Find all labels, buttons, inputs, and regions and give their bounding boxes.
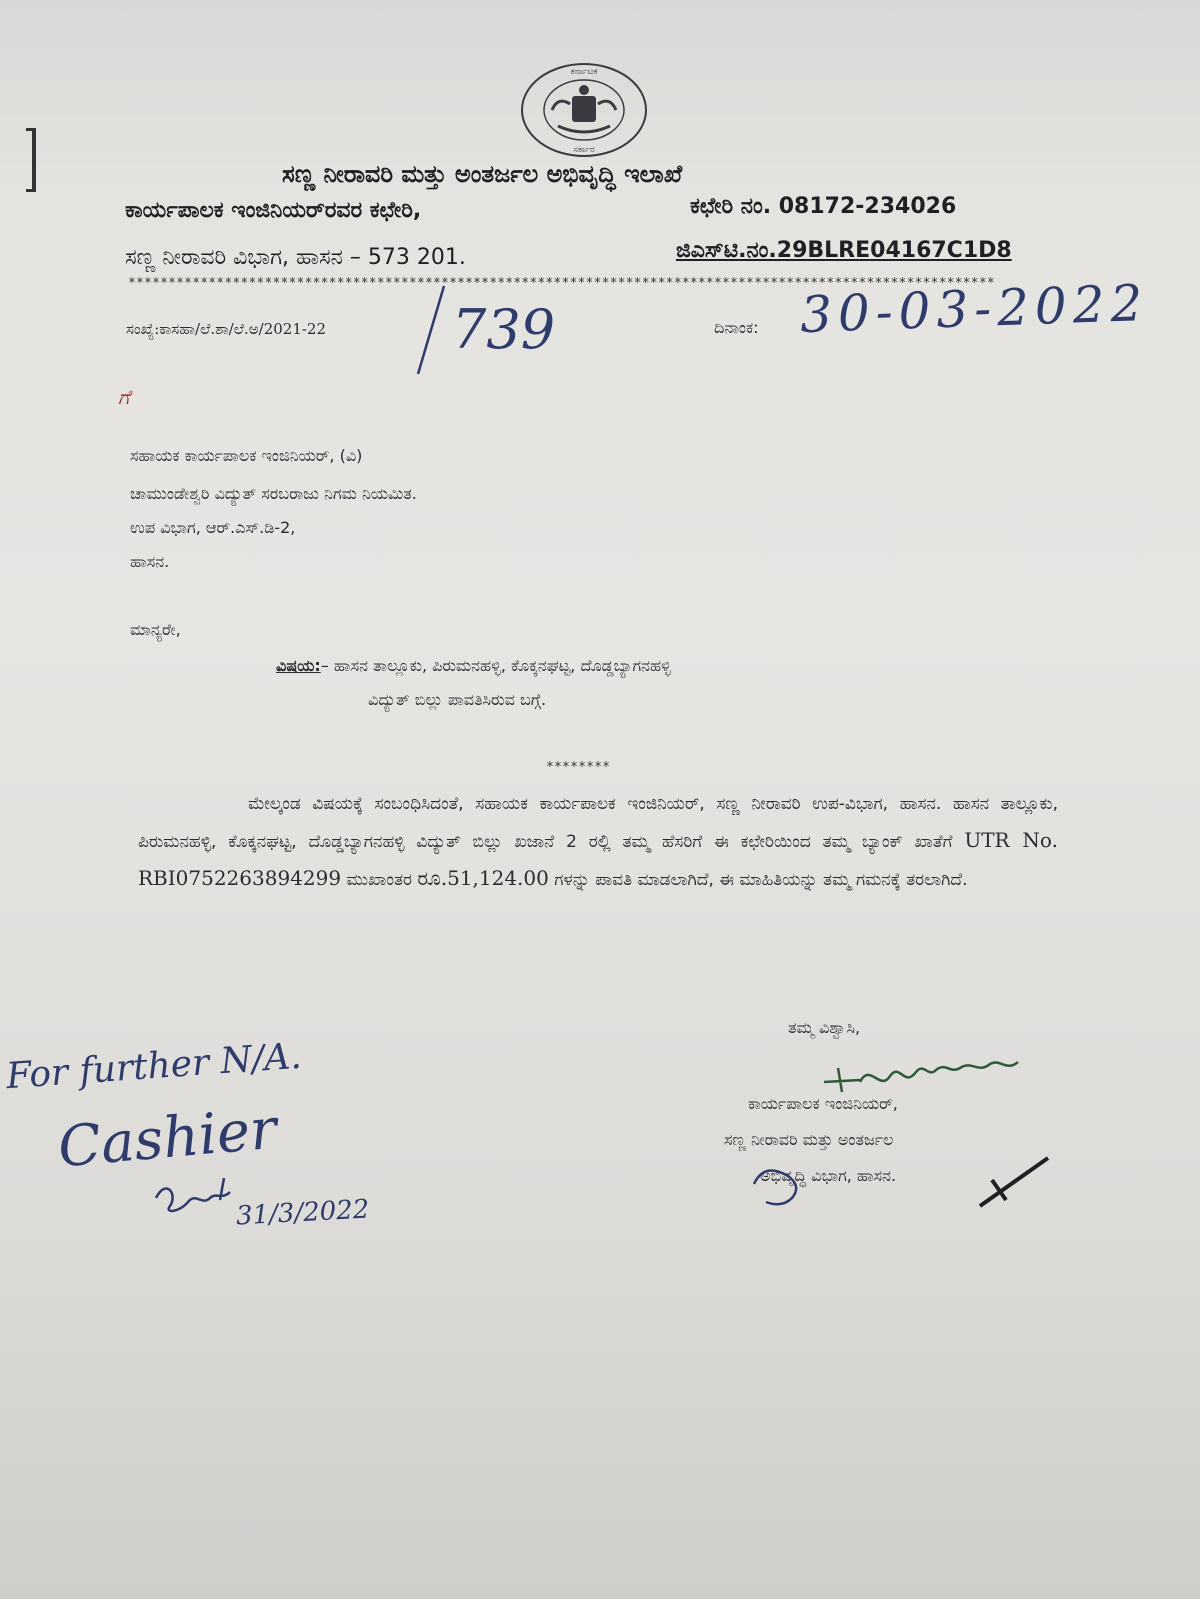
office-phone: ಕಛೇರಿ ನಂ. 08172-234026	[690, 194, 957, 219]
recipient-line-3: ಉಪ ವಿಭಾಗ, ಆರ್.ಎಸ್.ಡಿ-2,	[130, 518, 296, 537]
subject-line-1	[276, 656, 671, 676]
body-part-1: ಮೇಲ್ಕಂಡ ವಿಷಯಕ್ಕೆ ಸಂಬಂಧಿಸಿದಂತೆ, ಸಹಾಯಕ ಕಾರ್ಯಪಾಲಕ ಇಂಜಿನಿಯರ್, ಸಣ್ಣ ನೀರಾವರಿ ಉಪ-ವಿಭಾಗ, ಹಾಸನ. ಹಾಸನ ತಾಲ್ಲೂಕು, ಪಿರುಮನಹಳ್ಳಿ, ಕೊಕ್ಕನಘಟ್ಟ, ದೊಡ್ಡಬ್ಯಾಗನಹಳ್ಳಿ ವಿದ್ಯುತ್ ಬಿಲ್ಲು ಖಜಾನೆ 2 ರಲ್ಲಿ ತಮ್ಮ ಹೆಸರಿಗೆ ಈ ಕಛೇರಿಯಿಂದ ತಮ್ಮ ಬ್ಯಾಂಕ್ ಖಾತೆಗೆ	[138, 794, 1058, 852]
subject-divider: ********	[546, 760, 611, 775]
slash-mark	[410, 282, 450, 378]
subject-line-2: ವಿದ್ಯುತ್ ಬಿಲ್ಲು ಪಾವತಿಸಿರುವ ಬಗ್ಗೆ.	[368, 690, 547, 709]
department-title: ಸಣ್ಣ ನೀರಾವರಿ ಮತ್ತು ಅಂತರ್ಜಲ ಅಭಿವೃದ್ಧಿ ಇಲಾಖೆ	[282, 160, 683, 188]
header-separator: ************************************************************************************************************	[128, 276, 995, 291]
subject-label: ವಿಷಯ:	[276, 656, 321, 675]
handwritten-note-date: 31/3/2022	[235, 1194, 371, 1232]
gst-number: ಜಿಎಸ್‌ಟಿ.ನಂ.29BLRE04167C1D8	[676, 238, 1012, 263]
handwritten-date: 30-03-2022	[799, 273, 1150, 345]
closing-yours: ತಮ್ಮ ವಿಶ್ವಾಸಿ,	[788, 1018, 861, 1037]
government-emblem	[518, 60, 650, 160]
designation-line-1: ಕಾರ್ಯಪಾಲಕ ಇಂಜಿನಿಯರ್,	[748, 1094, 898, 1113]
recipient-line-2: ಚಾಮುಂಡೇಶ್ವರಿ ವಿದ್ಯುತ್ ಸರಬರಾಜು ನಿಗಮ ನಿಯಮಿತ.	[130, 484, 417, 503]
initials-marks	[730, 1150, 1050, 1220]
payment-amount: ರೂ.51,124.00	[417, 866, 549, 890]
handwritten-note-line-1: For further N/A.	[4, 1035, 303, 1098]
subject-text-1: – ಹಾಸನ ತಾಲ್ಲೂಕು, ಪಿರುಮನಹಳ್ಳಿ, ಕೊಕ್ಕನಘಟ್ಟ, ದೊಡ್ಡಬ್ಯಾಗನಹಳ್ಳಿ	[320, 656, 671, 675]
recipient-line-1: ಸಹಾಯಕ ಕಾರ್ಯಪಾಲಕ ಇಂಜಿನಿಯರ್, (ವಿ)	[130, 446, 363, 465]
utr-number: UTR No. RBI0752263894299	[138, 828, 1058, 890]
handwritten-note-line-2: Cashier	[55, 1096, 280, 1181]
division-address: ಸಣ್ಣ ನೀರಾವರಿ ವಿಭಾಗ, ಹಾಸನ – 573 201.	[125, 245, 466, 270]
handwritten-ref-number: 739	[452, 298, 556, 361]
emblem-bottom-text: ಸರ್ಕಾರ	[573, 145, 595, 155]
to-mark: ಗೆ	[118, 385, 130, 409]
recipient-line-4: ಹಾಸನ.	[130, 552, 170, 571]
designation-line-2: ಸಣ್ಣ ನೀರಾವರಿ ಮತ್ತು ಅಂತರ್ಜಲ	[724, 1130, 894, 1149]
salutation: ಮಾನ್ಯರೇ,	[130, 620, 181, 639]
reference-number: ಸಂಖ್ಯೆ:ಕಾಸಹಾ/ಲೆ.ಶಾ/ಲೆ.ಅ/2021-22	[126, 320, 327, 338]
bracket-mark	[26, 128, 36, 192]
body-part-3: ಗಳನ್ನು ಪಾವತಿ ಮಾಡಲಾಗಿದೆ, ಈ ಮಾಹಿತಿಯನ್ನು ತಮ್ಮ ಗಮನಕ್ಕೆ ತರಲಾಗಿದೆ.	[554, 870, 968, 890]
body-part-2: ಮುಖಾಂತರ	[346, 870, 412, 890]
body-paragraph	[138, 786, 1058, 898]
date-label: ದಿನಾಂಕ:	[714, 318, 759, 337]
designation-line-3: ಅಭಿವೃದ್ಧಿ ವಿಭಾಗ, ಹಾಸನ.	[760, 1166, 897, 1185]
emblem-top-text: ಕರ್ನಾಟಕ	[570, 67, 598, 77]
office-title: ಕಾರ್ಯಪಾಲಕ ಇಂಜಿನಿಯರ್‌ರವರ ಕಛೇರಿ,	[125, 198, 422, 223]
